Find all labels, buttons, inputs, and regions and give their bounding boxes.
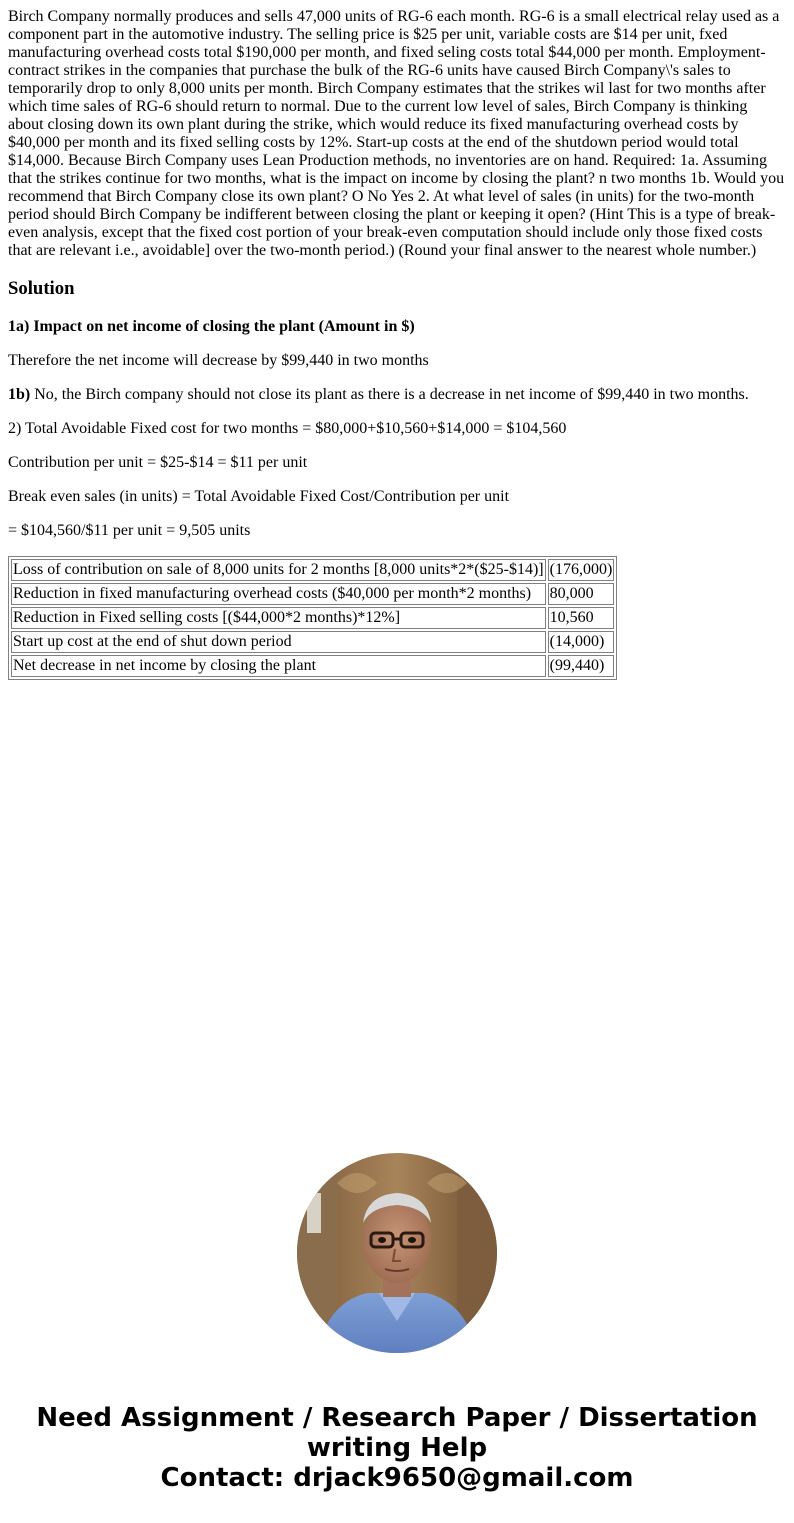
footer-line-3: Contact: drjack9650@gmail.com [160, 1463, 634, 1493]
part-1b-answer [8, 386, 786, 404]
part-1b-label: 1b) [8, 386, 31, 403]
table-cell-amount: (14,000) [548, 631, 615, 653]
author-avatar [297, 1153, 497, 1353]
table-row [11, 583, 614, 605]
table-row [11, 655, 614, 677]
table-cell-amount: (99,440) [548, 655, 615, 677]
impact-table [8, 556, 617, 680]
part-2-fixed-cost: 2) Total Avoidable Fixed cost for two months = $80,000+$10,560+$14,000 = $104,560 [8, 420, 567, 437]
break-even-formula: Break even sales (in units) = Total Avoidable Fixed Cost/Contribution per unit [8, 488, 510, 505]
break-even-result: = $104,560/$11 per unit = 9,505 units [8, 522, 251, 539]
solution-heading: Solution [8, 278, 75, 299]
table-row [11, 631, 614, 653]
table-cell-amount: 80,000 [548, 583, 615, 605]
question-text: Birch Company normally produces and sells 47,000 units of RG-6 each month. RG-6 is a small electrical relay used as a component part in the automotive industry. The selling price is $25 per unit, variable costs are $14 per unit, fxed manufacturing overhead costs total $190,000 per month, and fixed seling costs total $44,000 per month. Employment-contract strikes in the companies that purchase the bulk of the RG-6 units have caused Birch Company\'s sales to temporarily drop to only 8,000 units per month. Birch Company estimates that the strikes wil last for two months after which time sales of RG-6 should return to normal. Due to the current low level of sales, Birch Company is thinking about closing down its own plant during the strike, which would reduce its fixed manufacturing overhead costs by $40,000 per month and its fixed selling costs by 12%. Start-up costs at the end of the shutdown period would total $14,000. Because Birch Company uses Lean Production methods, no inventories are on hand. Required: 1a. Assuming that the strikes continue for two months, what is the impact on income by closing the plant? n two months 1b. Would you recommend that Birch Company close its own plant? O No Yes 2. At what level of sales (in units) for the two-month period should Birch Company be indifferent between closing the plant or keeping it open? (Hint This is a type of break-even analysis, except that the fixed cost portion of your break-even computation should include only those fixed costs that are relevant i.e., avoidable] over the two-month period.) (Round your final answer to the nearest whole number.) [8, 8, 785, 259]
footer-line-1: Need Assignment / Research Paper / Dissertation [36, 1403, 758, 1433]
part-1a-result: Therefore the net income will decrease by $99,440 in two months [8, 352, 429, 369]
table-cell-label: Start up cost at the end of shut down period [11, 631, 546, 653]
table-row [11, 607, 614, 629]
footer-line-2: writing Help [306, 1433, 488, 1463]
part-1a-heading: 1a) Impact on net income of closing the plant (Amount in $) [8, 318, 415, 335]
footer-contact [0, 1403, 794, 1493]
author-photo [297, 1153, 497, 1353]
part-1b-text: No, the Birch company should not close its plant as there is a decrease in net income of $99,440 in two months. [30, 386, 749, 403]
contribution-per-unit: Contribution per unit = $25-$14 = $11 per unit [8, 454, 308, 471]
document-body [8, 8, 786, 680]
table-cell-amount: (176,000) [548, 559, 615, 581]
table-cell-amount: 10,560 [548, 607, 615, 629]
table-cell-label: Loss of contribution on sale of 8,000 units for 2 months [8,000 units*2*($25-$14)] [11, 559, 546, 581]
table-row [11, 559, 614, 581]
table-cell-label: Net decrease in net income by closing the plant [11, 655, 546, 677]
table-cell-label: Reduction in Fixed selling costs [($44,000*2 months)*12%] [11, 607, 546, 629]
table-cell-label: Reduction in fixed manufacturing overhead costs ($40,000 per month*2 months) [11, 583, 546, 605]
